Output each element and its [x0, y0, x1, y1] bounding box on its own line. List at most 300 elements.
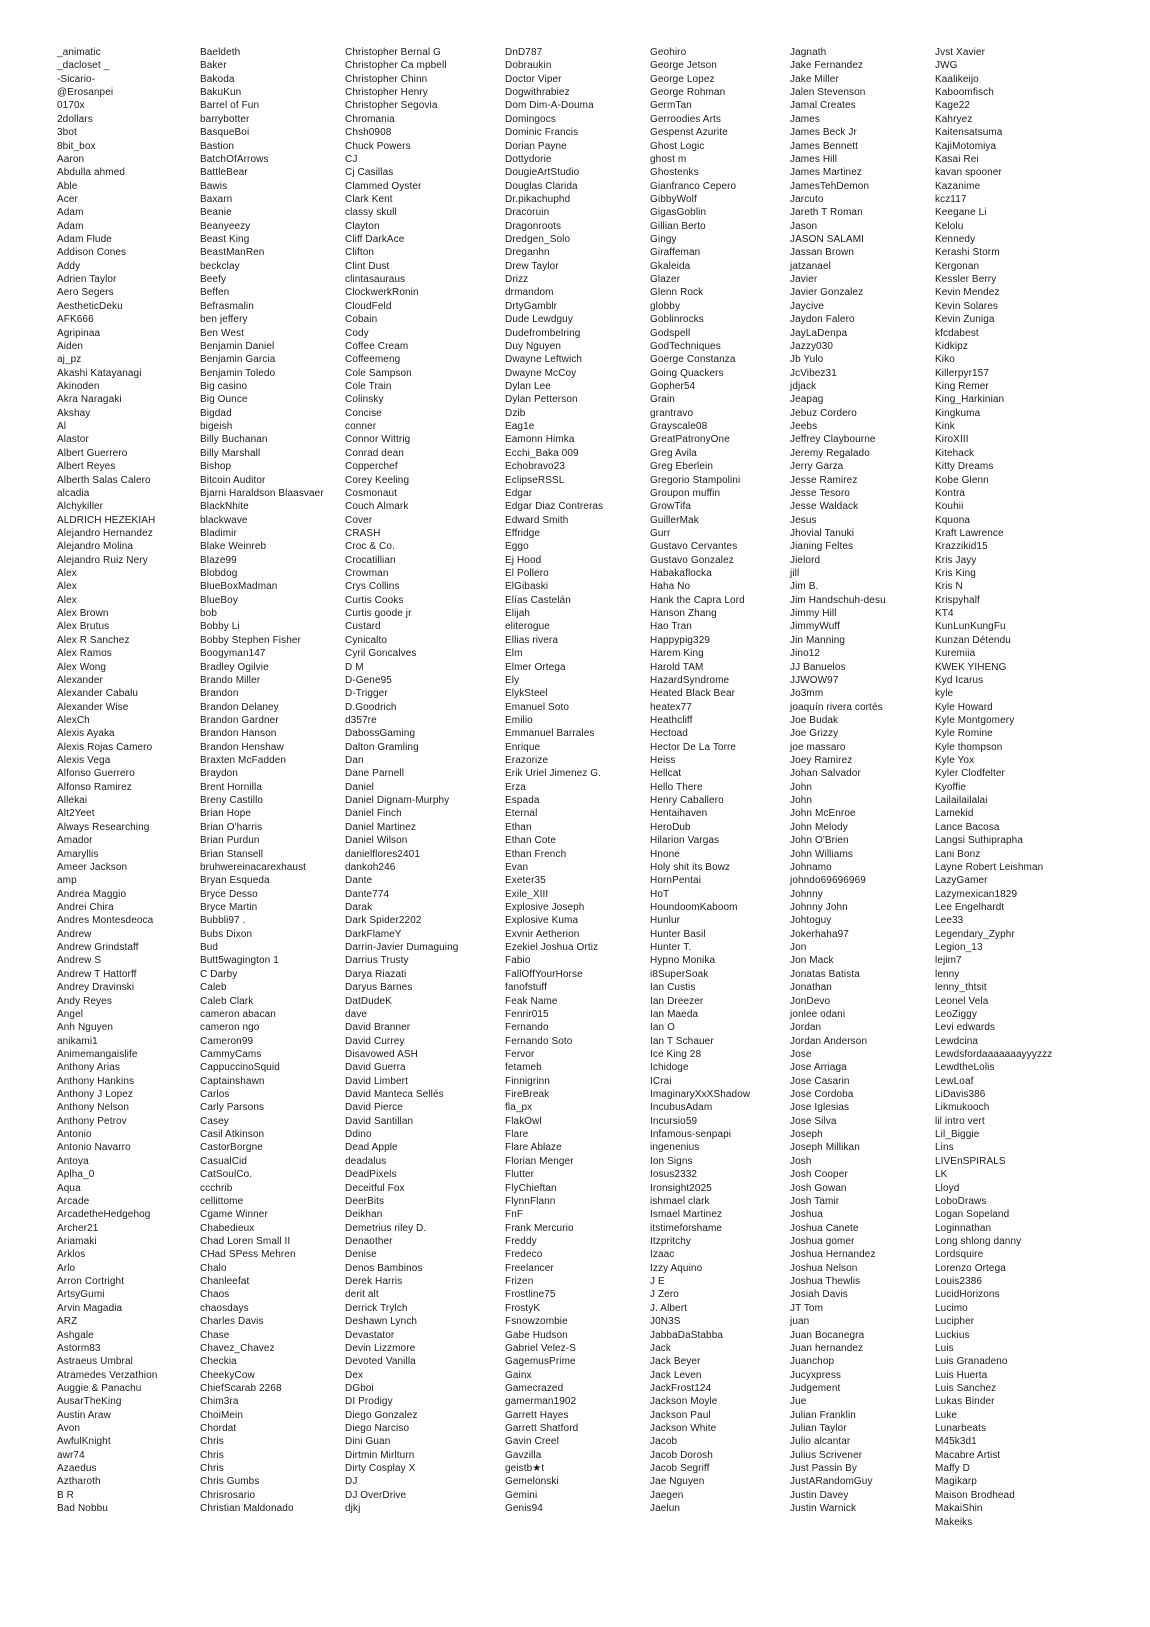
credit-entry: ccchrib — [200, 1182, 233, 1194]
credit-entry: Lukas Binder — [935, 1396, 995, 1408]
credit-entry: Hilarion Vargas — [650, 835, 720, 847]
credit-entry: Johnny — [790, 888, 823, 900]
credit-entry: Gavzilla — [505, 1449, 542, 1461]
credit-entry: Dr.pikachuphd — [505, 193, 571, 205]
credit-entry: d357re — [345, 714, 377, 726]
credit-entry: James Bennett — [790, 140, 859, 152]
credit-entry: Ice King 28 — [650, 1048, 702, 1060]
credit-entry: ARZ — [57, 1316, 78, 1328]
credit-entry: Gavin Creel — [505, 1436, 559, 1448]
credit-entry: Eternal — [505, 808, 538, 820]
credit-entry: Austin Araw — [57, 1409, 111, 1421]
credit-entry: David Pierce — [345, 1102, 403, 1114]
credit-entry: ICrai — [650, 1075, 672, 1087]
credit-entry: Chase — [200, 1329, 230, 1341]
credit-entry: Josh — [790, 1155, 812, 1167]
credit-entry: globby — [650, 300, 681, 312]
credit-entry: Cj Casillas — [345, 167, 394, 179]
credit-entry: bigeish — [200, 421, 233, 433]
credit-entry: Emilio — [505, 714, 533, 726]
credit-entry: Baxarn — [200, 193, 233, 205]
credit-entry: Big Ounce — [200, 394, 248, 406]
credit-entry: Kevin Mendez — [935, 287, 1000, 299]
credit-entry: Hank the Capra Lord — [650, 594, 745, 606]
credit-entry: Johtoguy — [790, 915, 832, 927]
credit-entry: Dracoruin — [505, 207, 550, 219]
credit-entry: Andrew Grindstaff — [57, 942, 139, 954]
credit-entry: Izaac — [650, 1249, 675, 1261]
credit-entry: Gkaleida — [650, 260, 691, 272]
credit-entry: Antonio — [57, 1129, 92, 1141]
credit-entry: Grayscale08 — [650, 421, 708, 433]
credit-entry: dave — [345, 1008, 368, 1020]
credit-entry: Aaron — [57, 153, 85, 165]
credit-entry: Brandon — [200, 688, 239, 700]
credit-entry: Clint Dust — [345, 260, 390, 272]
credit-entry: Hectoad — [650, 728, 688, 740]
credits-column-5 — [650, 46, 787, 1516]
credit-entry: eliterogue — [505, 621, 550, 633]
credit-entry: Anthony Arias — [57, 1062, 121, 1074]
credit-entry: Chanleefat — [200, 1276, 250, 1288]
credit-entry: classy skull — [345, 207, 397, 219]
credit-entry: Incursio59 — [650, 1115, 698, 1127]
credits-column-2 — [200, 46, 342, 1516]
credit-entry: Daniel — [345, 781, 374, 793]
credit-entry: Dottydorie — [505, 153, 552, 165]
credit-entry: Kris N — [935, 581, 963, 593]
credit-entry: Charles Davis — [200, 1316, 264, 1328]
credit-entry: Eamonn Himka — [505, 434, 575, 446]
credit-entry: Flare Ablaze — [505, 1142, 562, 1154]
credit-entry: Jb Yulo — [790, 354, 824, 366]
credit-entry: Braxten McFadden — [200, 755, 287, 767]
credit-entry: Hanson Zhang — [650, 608, 717, 620]
credit-entry: Jareth T Roman — [790, 207, 863, 219]
credit-entry: Glazer — [650, 274, 681, 286]
credit-entry: Brandon Delaney — [200, 701, 279, 713]
credit-entry: Jacob — [650, 1436, 678, 1448]
credit-entry: Bastion — [200, 140, 235, 152]
credit-entry: Fernando — [505, 1022, 549, 1034]
credit-entry: George Jetson — [650, 60, 717, 72]
credit-entry: Baeldeth — [200, 47, 241, 58]
credit-entry: gamerman1902 — [505, 1396, 577, 1408]
credit-entry: Elijah — [505, 608, 531, 620]
credit-entry: Itzpritchy — [650, 1235, 692, 1247]
credit-entry: Jordan Anderson — [790, 1035, 868, 1047]
credit-entry: Cody — [345, 327, 369, 339]
credit-entry: Erza — [505, 781, 526, 793]
credit-entry: Colinsky — [345, 394, 384, 406]
credit-entry: Heathcliff — [650, 714, 693, 726]
credit-entry: David Currey — [345, 1035, 405, 1047]
credit-entry: Jackson Paul — [650, 1409, 711, 1421]
credit-entry: Archer21 — [57, 1222, 99, 1234]
credit-entry: Aplha_0 — [57, 1169, 95, 1181]
credit-entry: Dylan Petterson — [505, 394, 578, 406]
credit-entry: Emmanuel Barrales — [505, 728, 595, 740]
credit-entry: JackFrost124 — [650, 1382, 712, 1394]
credit-entry: FallOffYourHorse — [505, 968, 583, 980]
credit-entry: KajiMotomiya — [935, 140, 997, 152]
credit-entry: Baker — [200, 60, 227, 72]
credit-entry: ClockwerkRonin — [345, 287, 419, 299]
credit-entry: fla_px — [505, 1102, 533, 1114]
credit-entry: fanofstuff — [505, 982, 547, 994]
credit-entry: Freddy — [505, 1235, 537, 1247]
credit-entry: Albert Guerrero — [57, 447, 128, 459]
credit-entry: Kaitensatsuma — [935, 127, 1003, 139]
credit-entry: Joshua Nelson — [790, 1262, 858, 1274]
credit-entry: Alex — [57, 568, 77, 580]
credit-entry: Levi edwards — [935, 1022, 996, 1034]
credit-entry: Lani Bonz — [935, 848, 981, 860]
credit-entry: Darya Riazati — [345, 968, 407, 980]
credit-entry: jdjack — [790, 380, 817, 392]
credit-entry: J0N3S — [650, 1316, 681, 1328]
credit-entry: Goerge Constanza — [650, 354, 736, 366]
credit-entry: Evan — [505, 861, 529, 873]
credit-entry: CappuccinoSquid — [200, 1062, 280, 1074]
credit-entry: Chalo — [200, 1262, 227, 1274]
credits-column-6 — [790, 46, 932, 1516]
credit-entry: Darrius Trusty — [345, 955, 409, 967]
credit-entry: grantravo — [650, 407, 694, 419]
credit-entry: Captainshawn — [200, 1075, 265, 1087]
credit-entry: Ezekiel Joshua Ortiz — [505, 942, 599, 954]
credit-entry: Drizz — [505, 274, 529, 286]
credit-entry: lenny — [935, 968, 960, 980]
credit-entry: Disavowed ASH — [345, 1048, 418, 1060]
credit-entry: Bjarni Haraldson Blaasvaer — [200, 487, 324, 499]
credit-entry: Jazzy030 — [790, 340, 834, 352]
credit-entry: 8bit_box — [57, 140, 96, 152]
credit-entry: AlexCh — [57, 714, 90, 726]
credit-entry: Dominic Francis — [505, 127, 579, 139]
credit-entry: Ameer Jackson — [57, 861, 128, 873]
credit-entry: Joshua gomer — [790, 1235, 855, 1247]
credit-entry: Gespenst Azurite — [650, 127, 728, 139]
credit-entry: Julio alcantar — [790, 1436, 851, 1448]
credit-entry: Luis Granadeno — [935, 1356, 1008, 1368]
credit-entry: Kaboomfisch — [935, 87, 994, 99]
credit-entry: BlueBoy — [200, 594, 238, 606]
credit-entry: Clifton — [345, 247, 375, 259]
credit-entry: Doctor Viper — [505, 73, 562, 85]
credit-entry: Andrey Dravinski — [57, 982, 135, 994]
credit-entry: Juan hernandez — [790, 1342, 864, 1354]
credit-entry: Jucyxpress — [790, 1369, 842, 1381]
credit-entry: Gemini — [505, 1489, 538, 1501]
credit-entry: Alejandro Ruiz Nery — [57, 554, 148, 566]
credit-entry: D.Goodrich — [345, 701, 397, 713]
credit-entry: aj_pz — [57, 354, 82, 366]
credit-entry: Hnone — [650, 848, 680, 860]
credit-entry: Maison Brodhead — [935, 1489, 1015, 1501]
credit-entry: Jose Iglesias — [790, 1102, 850, 1114]
credit-entry: Barrel of Fun — [200, 100, 260, 112]
credit-entry: Krazzikid15 — [935, 541, 988, 553]
credit-entry: Kyoffie — [935, 781, 967, 793]
credit-entry: JJWOW97 — [790, 674, 839, 686]
credit-entry: Derek Harris — [345, 1276, 403, 1288]
credit-entry: Curtis Cooks — [345, 594, 404, 606]
credit-entry: Addison Cones — [57, 247, 127, 259]
credit-entry: AFK666 — [57, 314, 94, 326]
credit-entry: Hector De La Torre — [650, 741, 737, 753]
credit-entry: Able — [57, 180, 78, 192]
credit-entry: Ecchi_Baka 009 — [505, 447, 579, 459]
credit-entry: Ironsight2025 — [650, 1182, 712, 1194]
credit-entry: Chim3ra — [200, 1396, 239, 1408]
credit-entry: derit alt — [345, 1289, 379, 1301]
credit-entry: King_Harkinian — [935, 394, 1005, 406]
credit-entry: Geohiro — [650, 47, 687, 58]
credit-entry: Brian Hope — [200, 808, 252, 820]
credit-entry: D M — [345, 661, 364, 673]
credit-entry: Jonatas Batista — [790, 968, 860, 980]
credit-entry: James — [790, 113, 820, 125]
credit-entry: Kris King — [935, 568, 976, 580]
credit-entry: Joshua — [790, 1209, 823, 1221]
credit-entry: LIVEnSPIRALS — [935, 1155, 1006, 1167]
credit-entry: Clayton — [345, 220, 380, 232]
credit-entry: Bud — [200, 942, 219, 954]
credit-entry: BeastManRen — [200, 247, 265, 259]
credit-entry: JT Tom — [790, 1302, 824, 1314]
credit-entry: Luke — [935, 1409, 958, 1421]
credit-entry: Jason — [790, 220, 818, 232]
credit-entry: Clammed Oyster — [345, 180, 422, 192]
credit-entry: awr74 — [57, 1449, 85, 1461]
credit-entry: Jonathan — [790, 982, 832, 994]
credit-entry: Kasai Rei — [935, 153, 979, 165]
credits-column-7 — [935, 46, 1145, 1529]
credit-entry: DI Prodigy — [345, 1396, 393, 1408]
credit-entry: Jaelun — [650, 1503, 681, 1515]
credit-entry: Lailailailalai — [935, 795, 988, 807]
credit-entry: Layne Robert Leishman — [935, 861, 1044, 873]
credit-entry: Gamecrazed — [505, 1382, 564, 1394]
credit-entry: Gustavo Cervantes — [650, 541, 738, 553]
credit-entry: _animatic — [57, 47, 101, 58]
credit-entry: Elías Castelán — [505, 594, 571, 606]
credit-entry: Gerroodies Arts — [650, 113, 721, 125]
credit-entry: KunLunKungFu — [935, 621, 1006, 633]
credit-entry: Dredgen_Solo — [505, 234, 571, 246]
credit-entry: Butt5wagington 1 — [200, 955, 279, 967]
credit-entry: Ben West — [200, 327, 244, 339]
credit-entry: Adam — [57, 207, 84, 219]
credit-entry: IncubusAdam — [650, 1102, 713, 1114]
credit-entry: jatzanael — [790, 260, 831, 272]
credit-entry: Jamal Creates — [790, 100, 856, 112]
credit-entry: Gainx — [505, 1369, 532, 1381]
credit-entry: Krispyhalf — [935, 594, 980, 606]
credit-entry: Daniel Wilson — [345, 835, 408, 847]
credit-entry: Carly Parsons — [200, 1102, 265, 1114]
credit-entry: Ichidoge — [650, 1062, 689, 1074]
credit-entry: FnF — [505, 1209, 524, 1221]
credit-entry: Joshua Thewlis — [790, 1276, 861, 1288]
credit-entry: Ian Maeda — [650, 1008, 699, 1020]
credit-entry: Billy Buchanan — [200, 434, 268, 446]
credit-entry: Acer — [57, 193, 78, 205]
credit-entry: Bad Nobbu — [57, 1503, 108, 1515]
credit-entry: Dirty Cosplay X — [345, 1463, 416, 1475]
credit-entry: Cole Sampson — [345, 367, 412, 379]
credit-entry: Blaze99 — [200, 554, 237, 566]
credit-entry: Joshua Hernandez — [790, 1249, 876, 1261]
credit-entry: Jordan — [790, 1022, 822, 1034]
credit-entry: Jielord — [790, 554, 821, 566]
credit-entry: Dogwithrabiez — [505, 87, 570, 99]
credit-entry: Alberth Salas Calero — [57, 474, 151, 486]
credit-entry: Justin Davey — [790, 1489, 849, 1501]
credit-entry: DeerBits — [345, 1195, 385, 1207]
credit-entry: anikami1 — [57, 1035, 98, 1047]
credit-entry: LewLoaf — [935, 1075, 974, 1087]
credit-entry: Brandon Gardner — [200, 714, 279, 726]
credit-entry: Connor Wittrig — [345, 434, 411, 446]
credit-entry: Chromania — [345, 113, 395, 125]
credit-entry: Dreganhn — [505, 247, 550, 259]
credit-entry: Johan Salvador — [790, 768, 861, 780]
credit-entry: Ashgale — [57, 1329, 94, 1341]
credit-entry: Freelancer — [505, 1262, 554, 1274]
credit-entry: JabbaDaStabba — [650, 1329, 724, 1341]
credit-entry: Chris — [200, 1449, 224, 1461]
credit-entry: Edgar — [505, 487, 533, 499]
credit-entry: Bakoda — [200, 73, 235, 85]
credit-entry: Harold TAM — [650, 661, 704, 673]
credit-entry: Gabe Hudson — [505, 1329, 568, 1341]
credit-entry: Hellcat — [650, 768, 682, 780]
credit-entry: LazyGamer — [935, 875, 988, 887]
credit-entry: Demetrius riley D. — [345, 1222, 427, 1234]
credit-entry: Big casino — [200, 380, 248, 392]
credit-entry: Couch Almark — [345, 501, 409, 513]
credit-entry: Jim B. — [790, 581, 819, 593]
credits-column-1 — [57, 46, 197, 1516]
credit-entry: John — [790, 795, 813, 807]
credit-entry: Alexander Wise — [57, 701, 129, 713]
credit-entry: geistb★t — [505, 1463, 545, 1475]
credit-entry: Dante774 — [345, 888, 390, 900]
credit-entry: bob — [200, 608, 217, 620]
credit-entry: George Lopez — [650, 73, 715, 85]
credit-entry: HornPentai — [650, 875, 702, 887]
credit-entry: alcadia — [57, 487, 90, 499]
credit-entry: Cameron99 — [200, 1035, 254, 1047]
credit-entry: clintasauraus — [345, 274, 406, 286]
credit-entry: Azaedus — [57, 1463, 97, 1475]
credit-entry: GermTan — [650, 100, 692, 112]
credit-entry: Exeter35 — [505, 875, 546, 887]
credit-entry: Dragonroots — [505, 220, 562, 232]
credit-entry: Jacob Segriff — [650, 1463, 710, 1475]
credit-entry: CatSoulCo. — [200, 1169, 253, 1181]
credit-entry: Jerry Garza — [790, 461, 844, 473]
credit-entry: DabossGaming — [345, 728, 416, 740]
credit-entry: Kyle thompson — [935, 741, 1003, 753]
credit-entry: Andrei Chira — [57, 902, 114, 913]
credit-entry: Akra Naragaki — [57, 394, 122, 406]
credit-entry: CHad SPess Mehren — [200, 1249, 296, 1261]
credit-entry: Justin Warnick — [790, 1503, 857, 1515]
credit-entry: Greg Eberlein — [650, 461, 713, 473]
credit-entry: Anthony Petrov — [57, 1115, 127, 1127]
credit-entry: Flutter — [505, 1169, 535, 1181]
credit-entry: Javier Gonzalez — [790, 287, 864, 299]
credit-entry: Gemelonski — [505, 1476, 559, 1488]
credit-entry: Gregorio Stampolini — [650, 474, 741, 486]
credit-entry: bruhwereinacarexhaust — [200, 861, 307, 873]
credit-entry: Concise — [345, 407, 382, 419]
credit-entry: joe massaro — [790, 741, 846, 753]
credit-entry: Jin Manning — [790, 634, 846, 646]
credit-entry: Louis2386 — [935, 1276, 983, 1288]
credit-entry: DatDudeK — [345, 995, 392, 1007]
credit-entry: Christopher Chinn — [345, 73, 428, 85]
credit-entry: C Darby — [200, 968, 238, 980]
credit-entry: Kevin Zuniga — [935, 314, 995, 326]
credit-entry: Adam — [57, 220, 84, 232]
credit-entry: Florian Menger — [505, 1155, 574, 1167]
credit-entry: Dylan Lee — [505, 380, 551, 392]
credit-entry: Deceitful Fox — [345, 1182, 405, 1194]
credit-entry: Jack Leven — [650, 1369, 702, 1381]
credit-entry: Brian Purdun — [200, 835, 260, 847]
credit-entry: Jim Handschuh-desu — [790, 594, 886, 606]
credit-entry: Josh Cooper — [790, 1169, 848, 1181]
credit-entry: Benjamin Toledo — [200, 367, 276, 379]
credit-entry: Kyd Icarus — [935, 674, 984, 686]
credit-entry: Alfonso Ramirez — [57, 781, 132, 793]
credit-entry: Iosus2332 — [650, 1169, 698, 1181]
credit-entry: Jake Miller — [790, 73, 839, 85]
credit-entry: Jo3mm — [790, 688, 824, 700]
credit-entry: Fervor — [505, 1048, 535, 1060]
credit-entry: Billy Marshall — [200, 447, 261, 459]
credit-entry: GreatPatronyOne — [650, 434, 730, 446]
credit-entry: Bawis — [200, 180, 228, 192]
credit-entry: J. Albert — [650, 1302, 688, 1314]
credit-entry: itstimeforshame — [650, 1222, 723, 1234]
credit-entry: Chavez_Chavez — [200, 1342, 275, 1354]
credit-entry: Frostline75 — [505, 1289, 556, 1301]
credit-entry: Lins — [935, 1142, 954, 1154]
credit-entry: Holy shit its Bowz — [650, 861, 731, 873]
credit-entry: kcz117 — [935, 193, 967, 205]
credit-entry: Abdulla ahmed — [57, 167, 126, 179]
credit-entry: lil intro vert — [935, 1115, 985, 1127]
credit-entry: Alejandro Hernandez — [57, 527, 153, 539]
credit-entry: Andy Reyes — [57, 995, 112, 1007]
credit-entry: Anthony Nelson — [57, 1102, 130, 1114]
credit-entry: John Melody — [790, 821, 848, 833]
credit-entry: Harem King — [650, 648, 704, 660]
credit-entry: Crocatillian — [345, 554, 396, 566]
credit-entry: Edward Smith — [505, 514, 569, 526]
credit-entry: Braydon — [200, 768, 238, 780]
credit-entry: Ej Hood — [505, 554, 542, 566]
credit-entry: Dorian Payne — [505, 140, 567, 152]
credit-entry: cellittome — [200, 1195, 244, 1207]
credit-entry: Jalen Stevenson — [790, 87, 866, 99]
credit-entry: Aero Segers — [57, 287, 114, 299]
